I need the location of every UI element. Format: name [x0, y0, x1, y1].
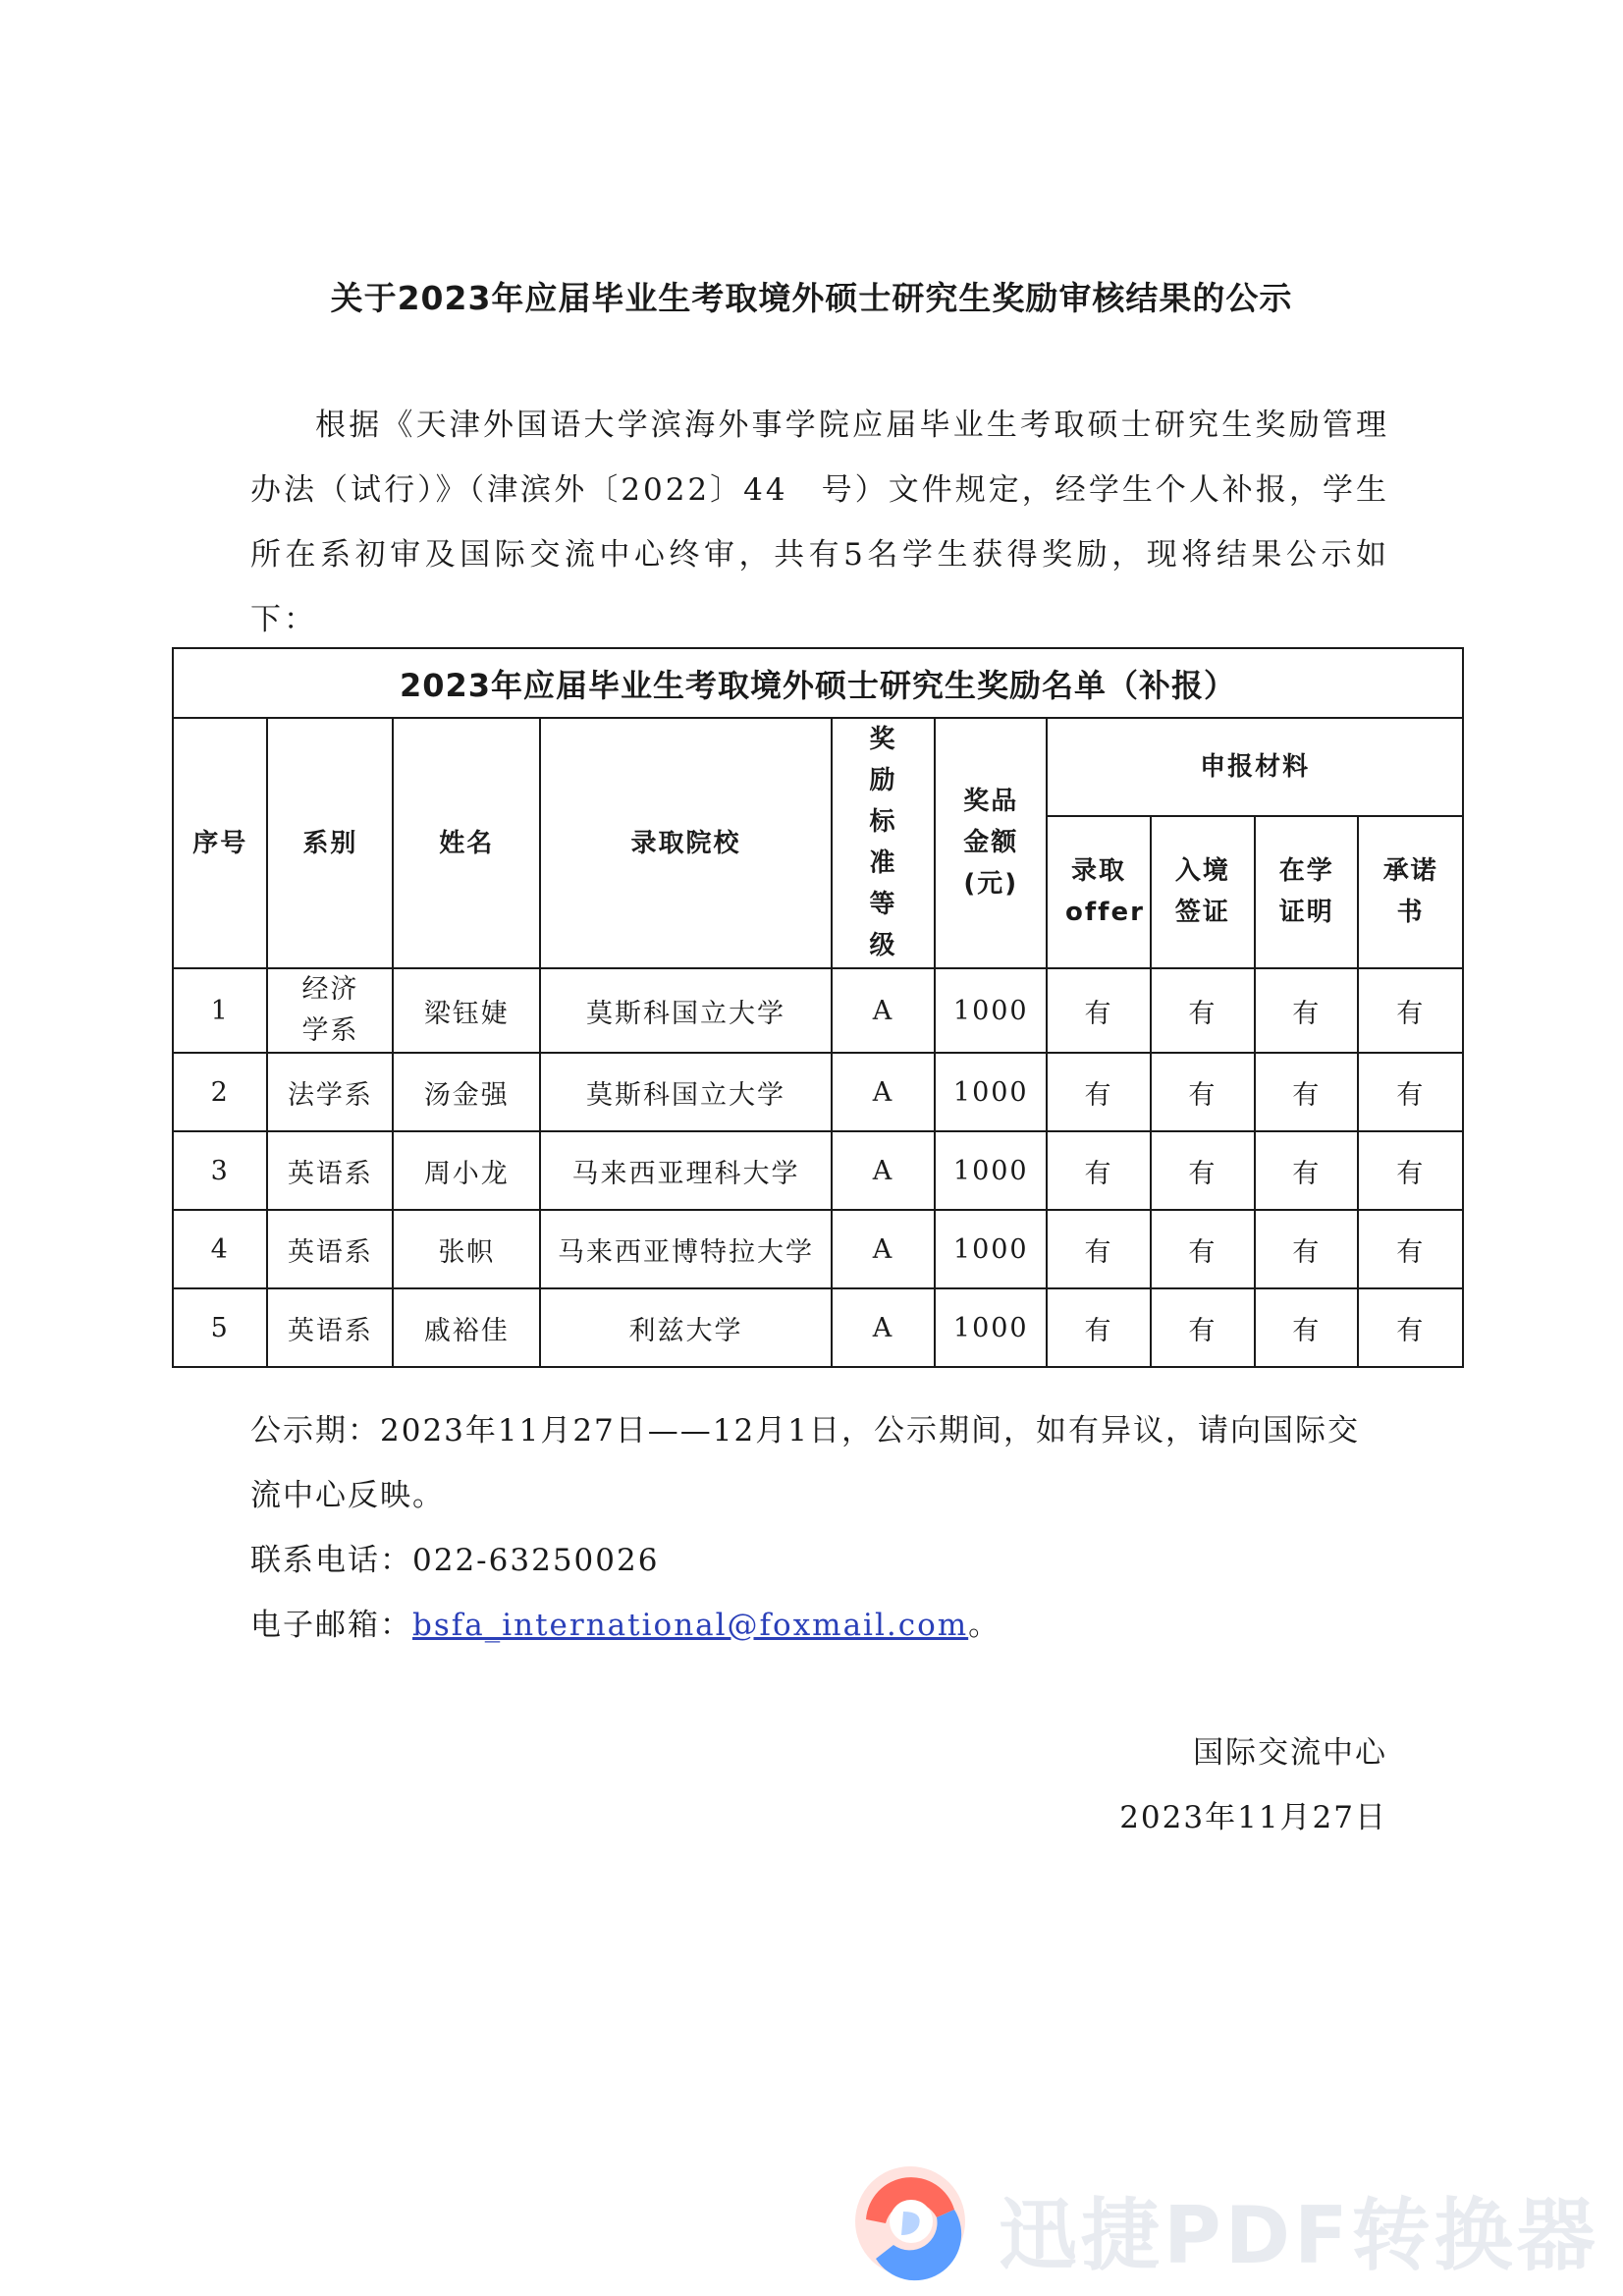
table-caption: 2023年应届毕业生考取境外硕士研究生奖励名单（补报）	[173, 648, 1463, 718]
row-dept: 英语系	[267, 1131, 393, 1210]
row-level: A	[832, 1131, 935, 1210]
row-pledge: 有	[1358, 1210, 1463, 1288]
row-visa: 有	[1151, 1053, 1256, 1131]
row-amount: 1000	[935, 1131, 1047, 1210]
row-visa: 有	[1151, 1210, 1256, 1288]
row-level: A	[832, 1210, 935, 1288]
row-no: 2	[173, 1053, 267, 1131]
row-visa: 有	[1151, 1131, 1256, 1210]
row-amount: 1000	[935, 1210, 1047, 1288]
signature-date: 2023年11月27日	[1119, 1800, 1387, 1835]
row-school: 莫斯科国立大学	[540, 1053, 832, 1131]
header-offer	[1047, 816, 1150, 968]
header-no: 序号	[173, 718, 267, 968]
contact-phone: 联系电话：022-63250026	[250, 1543, 660, 1578]
row-enroll: 有	[1255, 1210, 1358, 1288]
row-school: 马来西亚理科大学	[540, 1131, 832, 1210]
header-offer-text: 录取offer	[1064, 855, 1145, 927]
header-amount	[935, 718, 1047, 968]
table-row	[173, 1210, 1463, 1288]
row-offer: 有	[1047, 968, 1150, 1053]
header-amount-text: 奖品金额(元)	[963, 787, 1019, 899]
row-school: 马来西亚博特拉大学	[540, 1210, 832, 1288]
header-enroll-text: 在学证明	[1278, 855, 1334, 927]
row-name: 张帜	[393, 1210, 540, 1288]
row-no: 3	[173, 1131, 267, 1210]
header-pledge	[1358, 816, 1463, 968]
row-enroll: 有	[1255, 968, 1358, 1053]
row-pledge: 有	[1358, 1053, 1463, 1131]
table-row	[173, 1288, 1463, 1367]
row-dept: 法学系	[267, 1053, 393, 1131]
row-pledge: 有	[1358, 1288, 1463, 1367]
row-enroll: 有	[1255, 1131, 1358, 1210]
header-visa-text: 入境签证	[1174, 855, 1230, 927]
row-no: 5	[173, 1288, 267, 1367]
row-offer: 有	[1047, 1288, 1150, 1367]
row-name: 周小龙	[393, 1131, 540, 1210]
email-end: 。	[968, 1608, 1001, 1643]
header-dept: 系别	[267, 718, 393, 968]
table-row	[173, 968, 1463, 1053]
intro-paragraph: 根据《天津外国语大学滨海外事学院应届毕业生考取硕士研究生奖励管理办法（试行）》（津滨外〔2022〕44 号）文件规定，经学生个人补报，学生所在系初审及国际交流中心终审，共有5名学生获得奖励，现将结果公示如下：	[250, 408, 1389, 637]
row-offer: 有	[1047, 1131, 1150, 1210]
footer-notes	[250, 1398, 1389, 1658]
row-name: 戚裕佳	[393, 1288, 540, 1367]
contact-email	[250, 1593, 1389, 1658]
table-row	[173, 1053, 1463, 1131]
row-dept: 英语系	[267, 1210, 393, 1288]
row-amount: 1000	[935, 1288, 1047, 1367]
email-label: 电子邮箱：	[250, 1608, 412, 1643]
row-enroll: 有	[1255, 1288, 1358, 1367]
row-visa: 有	[1151, 1288, 1256, 1367]
header-level	[832, 718, 935, 968]
header-name: 姓名	[393, 718, 540, 968]
row-level: A	[832, 1053, 935, 1131]
notice-period: 公示期：2023年11月27日——12月1日，公示期间，如有异议，请向国际交流中心反映。	[250, 1413, 1360, 1513]
row-level: A	[832, 1288, 935, 1367]
award-table	[172, 647, 1464, 1368]
row-visa: 有	[1151, 968, 1256, 1053]
watermark-text: 迅捷PDF转换器	[999, 2190, 1599, 2281]
header-visa	[1151, 816, 1256, 968]
watermark	[846, 2160, 1612, 2283]
header-level-text: 奖励标准等级	[869, 725, 897, 960]
row-amount: 1000	[935, 968, 1047, 1053]
row-no: 1	[173, 968, 267, 1053]
header-pledge-text: 承诺书	[1382, 855, 1438, 927]
header-enroll	[1255, 816, 1358, 968]
xunjie-logo-icon	[846, 2160, 974, 2283]
row-pledge: 有	[1358, 1131, 1463, 1210]
row-pledge: 有	[1358, 968, 1463, 1053]
row-enroll: 有	[1255, 1053, 1358, 1131]
row-dept	[267, 968, 393, 1053]
header-materials: 申报材料	[1047, 718, 1463, 816]
row-dept: 英语系	[267, 1288, 393, 1367]
header-school: 录取院校	[540, 718, 832, 968]
table-row	[173, 1131, 1463, 1210]
email-link[interactable]: bsfa_international@foxmail.com	[412, 1608, 969, 1643]
row-offer: 有	[1047, 1053, 1150, 1131]
signature-org: 国际交流中心	[1193, 1735, 1387, 1771]
row-school: 莫斯科国立大学	[540, 968, 832, 1053]
row-no: 4	[173, 1210, 267, 1288]
row-dept-text: 经济学系	[301, 974, 359, 1046]
signature-block	[1119, 1721, 1387, 1850]
row-name: 汤金强	[393, 1053, 540, 1131]
row-amount: 1000	[935, 1053, 1047, 1131]
row-level: A	[832, 968, 935, 1053]
document-title: 关于2023年应届毕业生考取境外硕士研究生奖励审核结果的公示	[330, 279, 1293, 317]
row-school: 利兹大学	[540, 1288, 832, 1367]
row-offer: 有	[1047, 1210, 1150, 1288]
row-name: 梁钰婕	[393, 968, 540, 1053]
